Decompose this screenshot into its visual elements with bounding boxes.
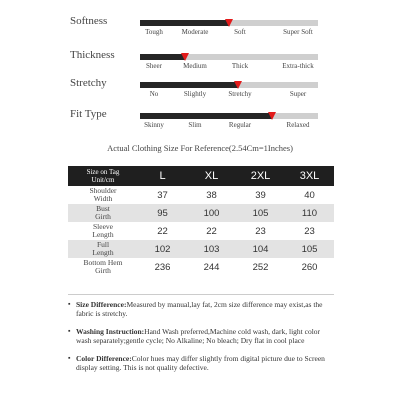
size-cell: 37 [157,189,168,201]
attribute-name: Thickness [70,49,115,61]
size-row [68,258,334,276]
size-row [68,186,334,204]
size-cell: 103 [187,240,236,258]
attribute-name: Fit Type [70,108,107,120]
attribute-scale-label: Skinny [144,121,164,129]
attribute-scale-label: Regular [228,121,252,129]
attribute-scale-label: Slim [188,121,202,129]
size-cell: 104 [236,240,285,258]
size-row-label [68,186,138,204]
note-item [68,354,336,372]
attribute-scale-label: Sheer [146,62,162,70]
size-row-label-line: Length [92,248,114,257]
size-row-label [68,222,138,240]
size-row-label [68,240,138,258]
attribute-level-marker [234,81,242,89]
size-cell: 105 [236,204,285,222]
size-chart-table [68,166,334,276]
attribute-fit-type [0,108,400,148]
attribute-scale-label: Medium [183,62,207,70]
bullet-icon: ▪ [68,354,71,362]
note-item [68,327,336,345]
size-row-label [68,258,138,276]
size-cell: 95 [138,204,187,222]
attribute-bar-fill [140,20,229,26]
attribute-scale-label: No [149,90,159,98]
attribute-scale-label: Extra-thick [282,62,314,70]
bullet-icon: ▪ [68,300,71,308]
size-cell: 22 [157,225,168,237]
attribute-scale-label: Super [289,90,307,98]
size-row-label-line: Full [96,240,110,249]
section-divider [68,294,334,295]
size-header-l: L [138,166,187,186]
attribute-bar [140,54,318,60]
size-cell: 110 [285,204,334,222]
attribute-level-marker [181,53,189,61]
note-label: Color Difference: [76,354,132,363]
attribute-bar [140,82,318,88]
attribute-bar [140,113,318,119]
size-row [68,204,334,222]
size-row-label-line: Bottom Hem [83,258,123,267]
notes-section [68,300,336,381]
size-cell: 40 [304,189,315,201]
size-row-label-line: Girth [95,266,111,275]
note-text: Measured by manual,lay fat, 2cm size difference may exist,as the fabric is stretchy. [76,300,323,318]
size-row-label-line: Girth [95,212,111,221]
attribute-scale-label: Thick [231,62,249,70]
size-header-xl: XL [187,166,236,186]
attribute-level-marker [225,19,233,27]
size-cell: 23 [255,225,266,237]
attribute-scale-label: Super Soft [283,28,313,36]
size-header-label-line1: Size on Tag [86,168,120,176]
size-header-label [68,166,138,186]
size-header-label-line2: Unit/cm [91,176,115,184]
size-cell: 244 [203,261,220,273]
attribute-scale-label: Soft [234,28,246,36]
size-header-2xl: 2XL [236,166,285,186]
note-label: Washing Instruction: [76,327,145,336]
note-text: Hand Wash preferred,Machine cold wash, dark, light color wash separately;gentle cycle; No Alkaline; No bleach; Dry flat in cool place [76,327,321,345]
attribute-bar [140,20,318,26]
attribute-scale-label: Tough [145,28,163,36]
note-text: Color hues may differ slightly from digital picture due to Screen display setting. This is not quality defective. [76,354,325,372]
size-row [68,240,334,258]
attribute-name: Stretchy [70,77,107,89]
attribute-scale-label: Slightly [183,90,207,98]
size-cell: 39 [255,189,266,201]
size-cell: 38 [206,189,217,201]
size-cell: 100 [187,204,236,222]
size-header-3xl: 3XL [285,166,334,186]
size-header-row [68,166,334,186]
size-cell: 252 [252,261,269,273]
size-chart-caption: Actual Clothing Size For Reference(2.54Cm=1Inches) [107,143,293,153]
size-row-label-line: Shoulder [89,186,117,195]
size-row-label-line: Length [92,230,114,239]
size-cell: 105 [285,240,334,258]
size-row-label-line: Sleeve [93,222,113,231]
attribute-scale-label: Moderate [181,28,209,36]
note-item [68,300,336,318]
size-cell: 102 [138,240,187,258]
size-row-label-line: Width [93,194,113,203]
attribute-scale-label: Stretchy [228,90,252,98]
size-row-label [68,204,138,222]
attribute-bar-fill [140,54,185,60]
size-cell: 22 [206,225,217,237]
attribute-name: Softness [70,15,108,27]
size-cell: 260 [301,261,318,273]
size-cell: 23 [304,225,315,237]
attribute-scale-label: Relaxed [286,121,310,129]
size-row-label-line: Bust [96,204,110,213]
bullet-icon: ▪ [68,327,71,335]
note-label: Size Difference: [76,300,127,309]
attribute-bar-fill [140,82,238,88]
attribute-bar-fill [140,113,272,119]
size-row [68,222,334,240]
size-cell: 236 [154,261,171,273]
attribute-level-marker [268,112,276,120]
